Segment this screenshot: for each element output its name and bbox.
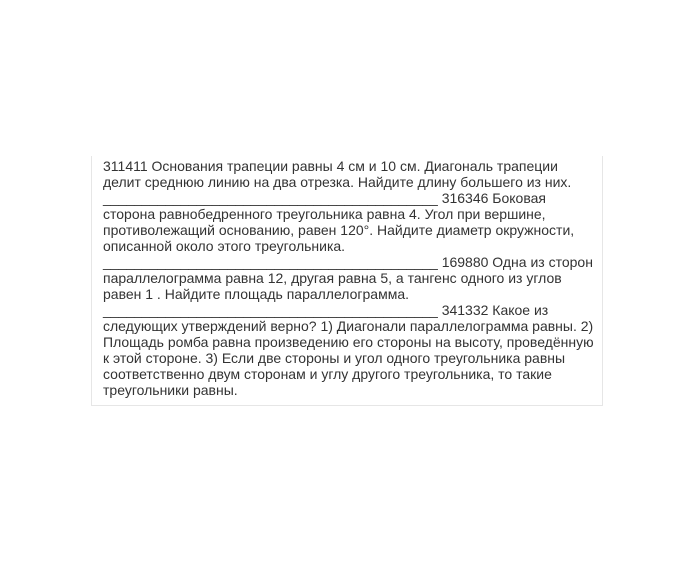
- question-text: 311411 Основания трапеции равны 4 см и 10 см. Диагональ трапеции делит среднюю линию на два отрезка. Найдите длину большего из них. ___________________________________________ 316346 Боковая сторона равнобедренного треугольника равна 4. Угол при вершине, противолежащий основанию, равен 120°. Найдите диаметр окружности, описанной около этого треугольника. ___________________________________________ 169880 Одна из сторон параллелограмма равна 12, другая равна 5, а тангенс одного из углов равен 1 . Найдите площадь параллелограмма. ___________________________________________ 341332 Какое из следующих утверждений верно? 1) Диагонали параллелограмма равны. 2) Площадь ромба равна произведению его стороны на высоту, проведённую к этой стороне. 3) Если две стороны и угол одного треугольника равны соответственно двум сторонам и углу другого треугольника, то такие треугольники равны.: [103, 158, 598, 398]
- question-card: [91, 156, 603, 406]
